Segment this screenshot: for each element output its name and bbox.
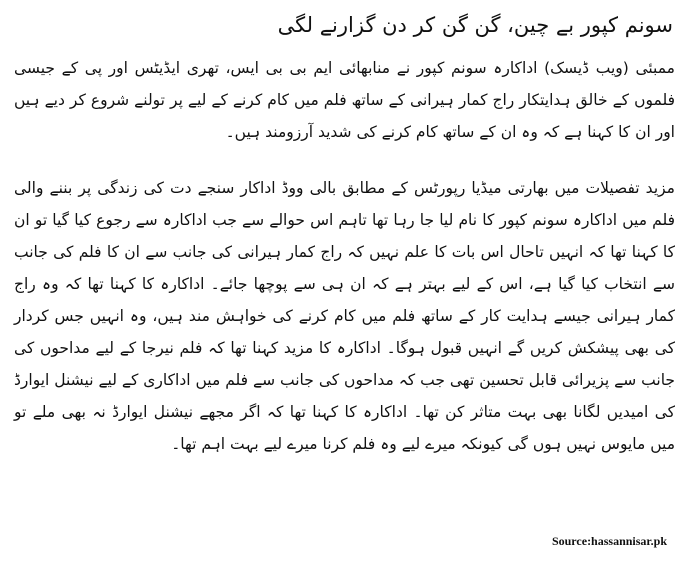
- article-paragraph-1: ممبئی (ویب ڈیسک) اداکارہ سونم کپور نے منابھائی ایم بی بی ایس، تھری ایڈیٹس اور پی کے جیسی فلموں کے خالق ہدایتکار راج کمار ہیرانی کے ساتھ فلم میں کام کرنے کے لیے پر تولنے شروع کر دیے ہیں اور ان کا کہنا ہے کہ وہ ان کے ساتھ کام کرنے کی شدید آرزومند ہیں۔: [14, 59, 675, 141]
- article: [14, 8, 675, 484]
- article-paragraph-2: مزید تفصیلات میں بھارتی میڈیا رپورٹس کے مطابق بالی ووڈ اداکار سنجے دت کی زندگی پر بننے والی فلم میں اداکارہ سونم کپور کا نام لیا جا رہا تھا تاہم اس حوالے سے جب اداکارہ سے رجوع کیا گیا تو ان کا کہنا تھا کہ انہیں تاحال اس بات کا علم نہیں کہ راج کمار ہیرانی کی جانب سے ان کا فلم کی جانب سے انتخاب کیا گیا ہے، اس کے لیے بہتر ہے کہ ان ہی سے پوچھا جائے۔ اداکارہ کا کہنا تھا کہ وہ راج کمار ہیرانی جیسے ہدایت کار کے ساتھ فلم میں کام کرنے کی خواہش مند ہیں، وہ انہیں جس کردار کی بھی پیشکش کریں گے انہیں قبول ہوگا۔ اداکارہ کا مزید کہنا تھا کہ فلم نیرجا کے لیے مداحوں کی جانب سے پزیرائی قابل تحسین تھی جب کہ مداحوں کی جانب سے فلم میں اداکاری کے لیے نیشنل ایوارڈ کی امیدیں لگانا بھی بہت متاثر کن تھا۔ اداکارہ کا کہنا تھا کہ اگر مجھے نیشنل ایوارڈ نہ بھی ملے تو میں مایوس نہیں ہوں گی کیونکہ میرے لیے وہ فلم کرنا میرے لیے بہت اہم تھا۔: [14, 179, 675, 453]
- source-credit: Source:hassannisar.pk: [551, 534, 667, 548]
- article-title: سونم کپور بے چین، گن گن کر دن گزارنے لگی: [277, 13, 673, 37]
